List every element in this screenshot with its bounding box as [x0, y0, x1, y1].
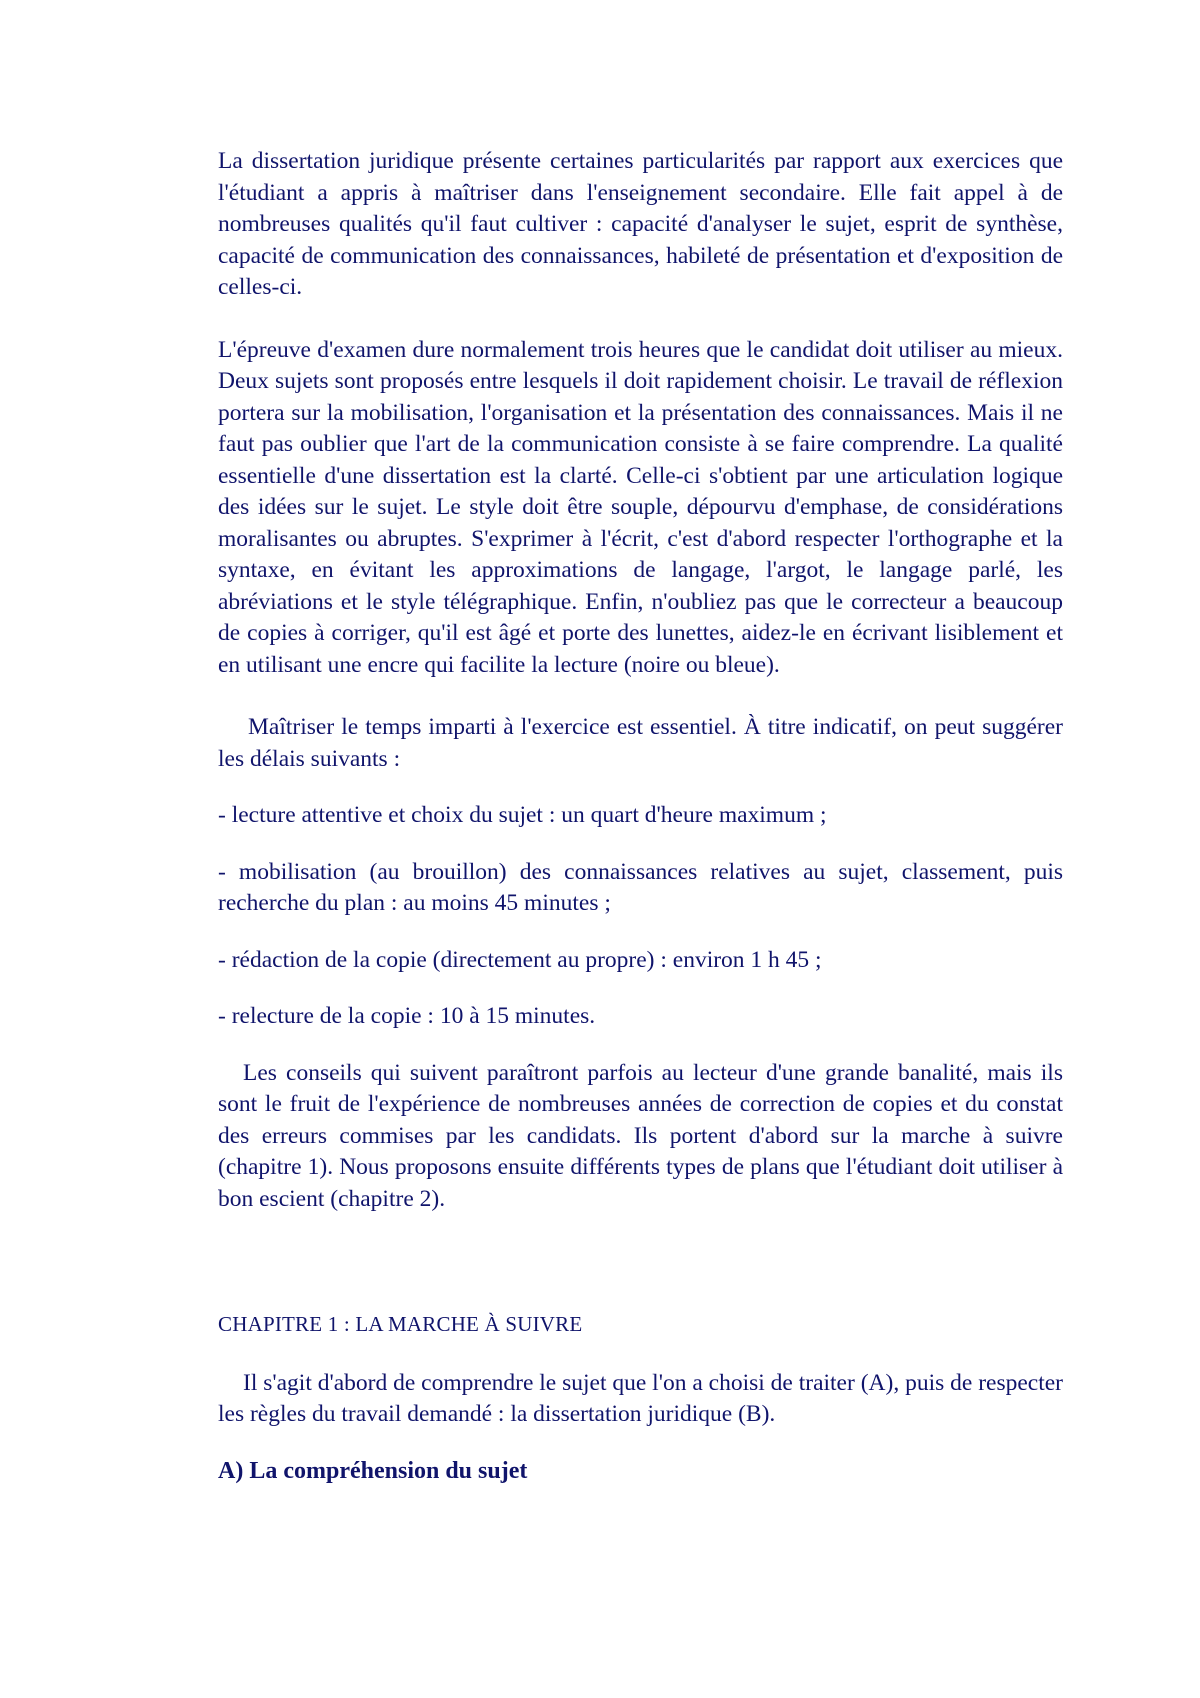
exam-paragraph: L'épreuve d'examen dure normalement trois heures que le candidat doit utiliser au mieux. Deux sujets sont proposés entre lesquels il doit rapidement choisir. Le travail de réflexion portera sur la mobilisation, l'organisation et la présentation des connaissances. Mais il ne faut pas oublier que l'art de la communication consiste à se faire comprendre. La qualité essentielle d'une dissertation est la clarté. Celle-ci s'obtient par une articulation logique des idées sur le sujet. Le style doit être souple, dépourvu d'emphase, de considérations moralisantes ou abruptes. S'exprimer à l'écrit, c'est d'abord respecter l'orthographe et la syntaxe, en évitant les approximations de langage, l'argot, le langage parlé, les abréviations et le style télégraphique. Enfin, n'oubliez pas que le correcteur a beaucoup de copies à corriger, qu'il est âgé et porte des lunettes, aidez-le en écrivant lisiblement et en utilisant une encre qui facilite la lecture (noire ou bleue). [218, 336, 1063, 678]
delay-item: - mobilisation (au brouillon) des connaissances relatives au sujet, classement, puis recherche du plan : au moins 45 minutes ; [218, 858, 1063, 916]
delay-item: - rédaction de la copie (directement au propre) : environ 1 h 45 ; [218, 946, 822, 973]
intro-paragraph: La dissertation juridique présente certaines particularités par rapport aux exercices que l'étudiant a appris à maîtriser dans l'enseignement secondaire. Elle fait appel à de nombreuses qualités qu'il faut cultiver : capacité d'analyser le sujet, esprit de synthèse, capacité de communication des connaissances, habileté de présentation et d'exposition de celles-ci. [218, 148, 1063, 300]
document-body [218, 146, 1063, 1487]
delay-item: - relecture de la copie : 10 à 15 minutes. [218, 1003, 596, 1029]
chapter-heading: CHAPITRE 1 : LA MARCHE À SUIVRE [218, 1312, 583, 1336]
time-paragraph: Maîtriser le temps imparti à l'exercice est essentiel. À titre indicatif, on peut suggérer les délais suivants : [218, 714, 1063, 772]
chapter-intro-paragraph: Il s'agit d'abord de comprendre le sujet que l'on a choisi de traiter (A), puis de respecter les règles du travail demandé : la dissertation juridique (B). [218, 1369, 1063, 1427]
section-heading: A) La compréhension du sujet [218, 1457, 528, 1484]
advice-paragraph: Les conseils qui suivent paraîtront parfois au lecteur d'une grande banalité, mais ils sont le fruit de l'expérience de nombreuses années de correction de copies et du constat des erreurs commises par les candidats. Ils portent d'abord sur la marche à suivre (chapitre 1). Nous proposons ensuite différents types de plans que l'étudiant doit utiliser à bon escient (chapitre 2). [218, 1059, 1063, 1212]
delay-item: - lecture attentive et choix du sujet : un quart d'heure maximum ; [218, 802, 827, 828]
